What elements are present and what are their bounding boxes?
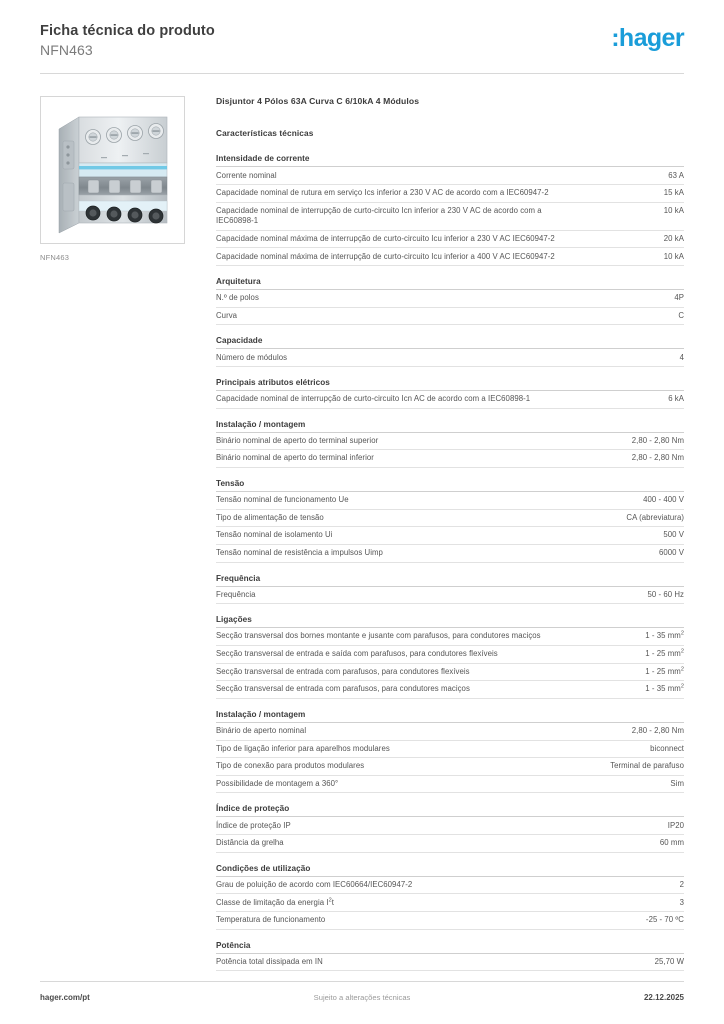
table-row <box>216 645 684 663</box>
spec-label: Possibilidade de montagem a 360° <box>216 775 581 793</box>
spec-section <box>216 804 684 852</box>
spec-section-title: Tensão <box>216 479 684 492</box>
spec-value: 2 <box>581 877 684 894</box>
table-row <box>216 349 684 366</box>
spec-label: Binário nominal de aperto do terminal superior <box>216 433 581 450</box>
spec-label: Capacidade nominal máxima de interrupção de curto-circuito Icu inferior a 400 V AC IEC60947-2 <box>216 248 581 266</box>
spec-value: 10 kA <box>581 202 684 230</box>
spec-label: Binário de aperto nominal <box>216 723 581 740</box>
spec-table <box>216 954 684 972</box>
product-description-heading: Disjuntor 4 Pólos 63A Curva C 6/10kA 4 Módulos <box>216 96 420 107</box>
table-row <box>216 628 684 645</box>
spec-value: 1 - 35 $mm^2$ <box>581 628 684 645</box>
spec-value: 15 kA <box>581 185 684 203</box>
spec-section-title: Condições de utilização <box>216 864 684 877</box>
spec-value: 2,80 - 2,80 Nm <box>581 723 684 740</box>
spec-value: 3 <box>581 894 684 912</box>
product-image-caption: NFN463 <box>40 253 70 263</box>
table-row <box>216 663 684 681</box>
specification-sections <box>216 154 684 971</box>
spec-section <box>216 864 684 930</box>
spec-label: Curva <box>216 307 581 325</box>
product-image-frame <box>40 96 185 244</box>
spec-value: C <box>581 307 684 325</box>
technical-characteristics-heading: Características técnicas <box>216 128 314 139</box>
footer-website[interactable]: hager.com/pt <box>40 993 90 1002</box>
spec-section <box>216 710 684 794</box>
spec-label: Corrente nominal <box>216 167 581 184</box>
spec-value: 1 - 25 $mm^2$ <box>581 663 684 681</box>
circuit-breaker-image <box>41 97 184 243</box>
page-header <box>40 0 684 59</box>
spec-table <box>216 492 684 563</box>
spec-label: Distância da grelha <box>216 835 581 853</box>
spec-label: Secção transversal de entrada e saída com parafusos, para condutores flexíveis <box>216 645 581 663</box>
spec-section <box>216 615 684 699</box>
table-row <box>216 290 684 307</box>
table-row <box>216 912 684 930</box>
spec-value: 10 kA <box>581 248 684 266</box>
spec-value: Sim <box>581 775 684 793</box>
spec-value: 63 A <box>581 167 684 184</box>
spec-label: Tipo de conexão para produtos modulares <box>216 758 581 776</box>
spec-value: CA (abreviatura) <box>581 509 684 527</box>
spec-table <box>216 290 684 325</box>
table-row <box>216 740 684 758</box>
spec-value: IP20 <box>581 817 684 834</box>
spec-label: Capacidade nominal de rutura em serviço Ics inferior a 230 V AC de acordo com a IEC60947-2 <box>216 185 581 203</box>
table-row <box>216 230 684 248</box>
spec-table <box>216 433 684 468</box>
table-row <box>216 185 684 203</box>
table-row <box>216 723 684 740</box>
table-row <box>216 492 684 509</box>
table-row <box>216 248 684 266</box>
spec-value: 25,70 W <box>581 954 684 971</box>
table-row <box>216 391 684 408</box>
spec-label: Tensão nominal de isolamento Ui <box>216 527 581 545</box>
spec-label: Temperatura de funcionamento <box>216 912 581 930</box>
table-row <box>216 544 684 562</box>
spec-section-title: Principais atributos elétricos <box>216 378 684 391</box>
spec-section-title: Instalação / montagem <box>216 710 684 723</box>
table-row <box>216 877 684 894</box>
spec-section <box>216 378 684 409</box>
table-row <box>216 167 684 184</box>
spec-table <box>216 391 684 409</box>
spec-label: Capacidade nominal de interrupção de curto-circuito Icn inferior a 230 V AC de acordo com a IEC60898-1 <box>216 202 581 230</box>
spec-label: Binário nominal de aperto do terminal inferior <box>216 450 581 468</box>
spec-value: biconnect <box>581 740 684 758</box>
spec-value: 60 mm <box>581 835 684 853</box>
spec-section-title: Capacidade <box>216 336 684 349</box>
spec-value: 4P <box>581 290 684 307</box>
spec-value: 20 kA <box>581 230 684 248</box>
spec-section <box>216 336 684 367</box>
spec-value: 50 - 60 Hz <box>581 587 684 604</box>
spec-section <box>216 277 684 325</box>
table-row <box>216 587 684 604</box>
spec-section-title: Instalação / montagem <box>216 420 684 433</box>
spec-value: 6 kA <box>581 391 684 408</box>
spec-value: 400 - 400 V <box>581 492 684 509</box>
spec-section-title: Frequência <box>216 574 684 587</box>
page-title: Ficha técnica do produto <box>40 23 215 39</box>
spec-table <box>216 877 684 930</box>
spec-value: Terminal de parafuso <box>581 758 684 776</box>
spec-section-title: Ligações <box>216 615 684 628</box>
table-row <box>216 758 684 776</box>
spec-label: Grau de poluição de acordo com IEC60664/IEC60947-2 <box>216 877 581 894</box>
spec-section-title: Potência <box>216 941 684 954</box>
spec-label: N.º de polos <box>216 290 581 307</box>
footer-date: 22.12.2025 <box>643 993 685 1002</box>
spec-label: Secção transversal de entrada com parafusos, para condutores flexíveis <box>216 663 581 681</box>
spec-section <box>216 574 684 605</box>
spec-label: Secção transversal dos bornes montante e jusante com parafusos, para condutores maciços <box>216 628 581 645</box>
table-row <box>216 835 684 853</box>
spec-label: Secção transversal de entrada com parafusos, para condutores maciços <box>216 681 581 699</box>
table-row <box>216 817 684 834</box>
spec-label: Tipo de ligação inferior para aparelhos modulares <box>216 740 581 758</box>
spec-label: Índice de proteção IP <box>216 817 581 834</box>
spec-section <box>216 154 684 266</box>
spec-label: Número de módulos <box>216 349 581 366</box>
spec-label: Tensão nominal de resistência a impulsos Uimp <box>216 544 581 562</box>
spec-label: Capacidade nominal de interrupção de curto-circuito Icn AC de acordo com a IEC60898-1 <box>216 391 581 408</box>
table-row <box>216 894 684 912</box>
table-row <box>216 681 684 699</box>
page-content <box>40 96 684 982</box>
header-divider <box>40 73 684 74</box>
hager-logo: :hager <box>611 24 684 52</box>
spec-value: 2,80 - 2,80 Nm <box>581 450 684 468</box>
spec-value: 500 V <box>581 527 684 545</box>
table-row <box>216 527 684 545</box>
spec-table <box>216 167 684 266</box>
table-row <box>216 202 684 230</box>
spec-label: Tensão nominal de funcionamento Ue <box>216 492 581 509</box>
spec-table <box>216 628 684 699</box>
spec-label: Potência total dissipada em IN <box>216 954 581 971</box>
spec-label: Frequência <box>216 587 581 604</box>
spec-value: 4 <box>581 349 684 366</box>
spec-section-title: Arquitetura <box>216 277 684 290</box>
spec-value: 1 - 35 $mm^2$ <box>581 681 684 699</box>
spec-table <box>216 349 684 367</box>
spec-table <box>216 817 684 852</box>
product-image-column <box>40 96 200 262</box>
spec-section <box>216 479 684 563</box>
spec-value: 6000 V <box>581 544 684 562</box>
product-reference: NFN463 <box>40 41 93 58</box>
table-row <box>216 775 684 793</box>
table-row <box>216 954 684 971</box>
spec-label: Tipo de alimentação de tensão <box>216 509 581 527</box>
spec-section-title: Intensidade de corrente <box>216 154 684 167</box>
table-row <box>216 433 684 450</box>
specifications-column <box>200 96 684 982</box>
footer-disclaimer: Sujeito a alterações técnicas <box>313 993 411 1002</box>
page-footer <box>40 981 684 1002</box>
spec-section-title: Índice de proteção <box>216 804 684 817</box>
spec-table <box>216 723 684 794</box>
spec-table <box>216 587 684 605</box>
spec-label: Capacidade nominal máxima de interrupção de curto-circuito Icu inferior a 230 V AC IEC60947-2 <box>216 230 581 248</box>
table-row <box>216 509 684 527</box>
spec-value: -25 - 70 ºC <box>581 912 684 930</box>
table-row <box>216 450 684 468</box>
spec-label: Classe de limitação da energia $I^2t$ <box>216 894 581 912</box>
spec-section <box>216 420 684 468</box>
header-titles <box>40 22 215 59</box>
spec-value: 2,80 - 2,80 Nm <box>581 433 684 450</box>
table-row <box>216 307 684 325</box>
spec-section <box>216 941 684 972</box>
spec-value: 1 - 25 $mm^2$ <box>581 645 684 663</box>
